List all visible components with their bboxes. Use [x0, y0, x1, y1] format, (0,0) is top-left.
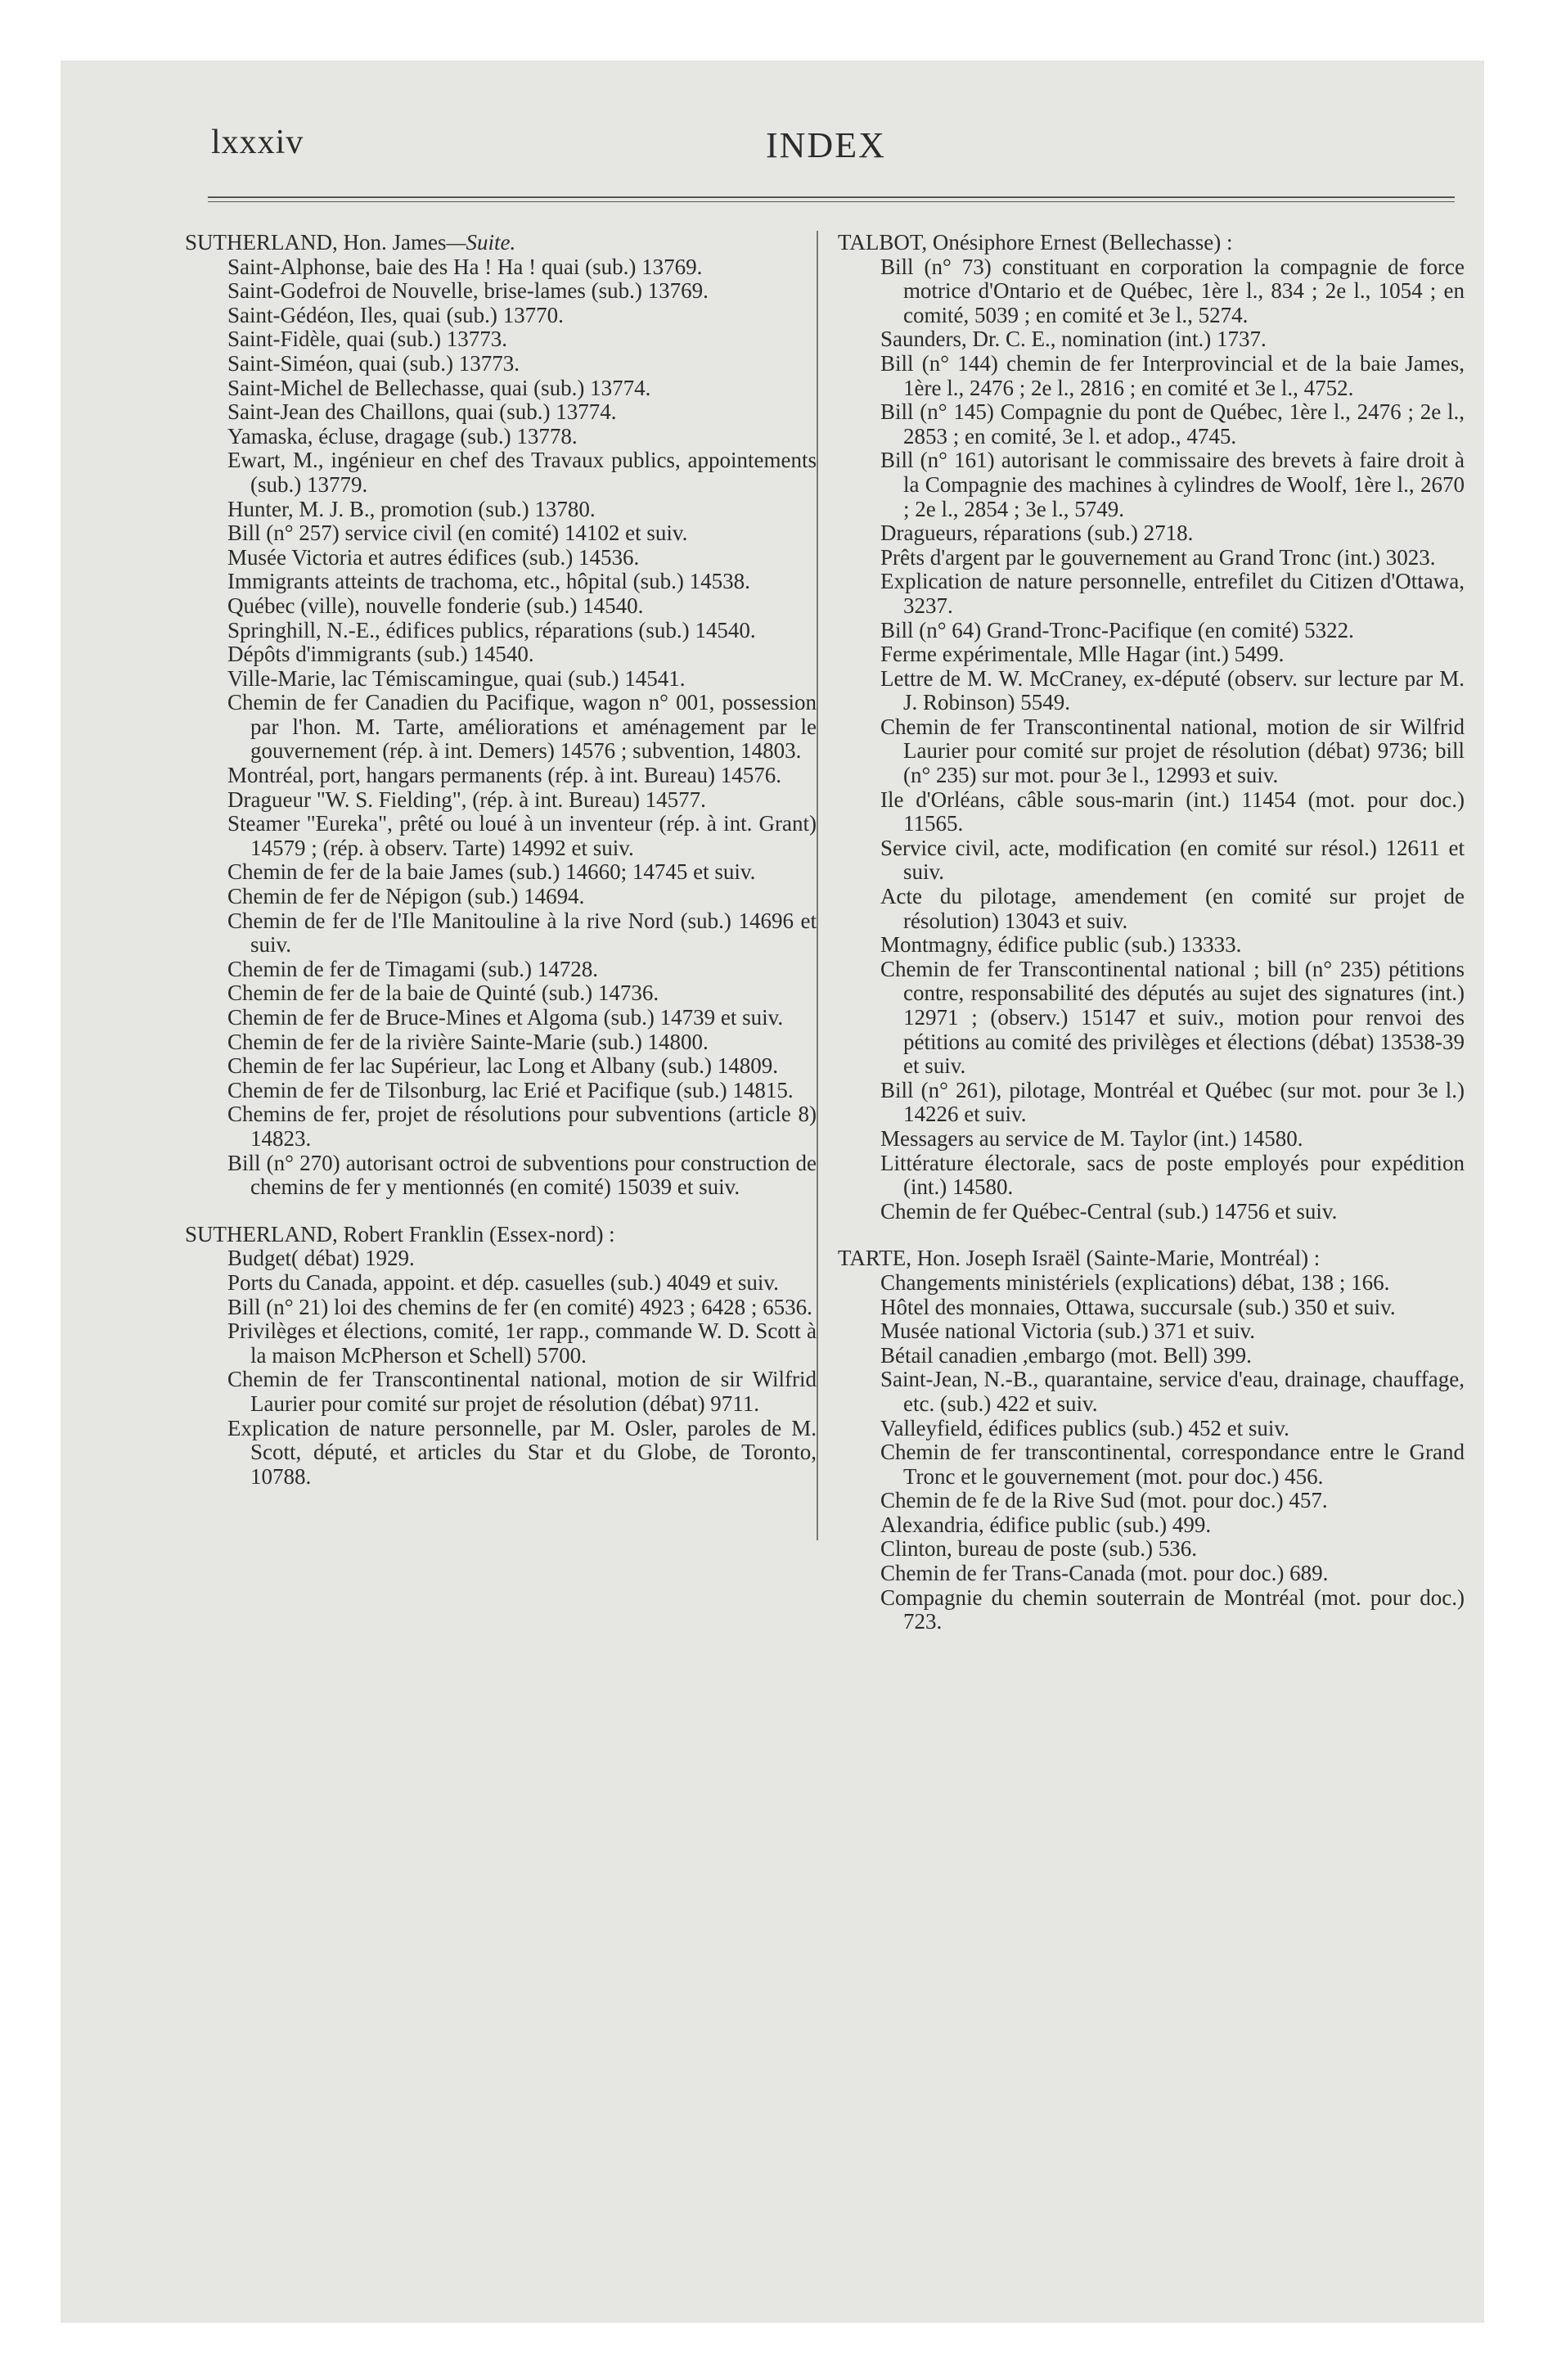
index-subentry: Montréal, port, hangars permanents (rép. à int. Bureau) 14576.	[227, 763, 782, 788]
index-subentry: Ewart, M., ingénieur en chef des Travaux publics, appointements (sub.) 13779.	[227, 448, 817, 497]
index-subentry: Explication de nature personnelle, entrefilet du Citizen d'Ottawa, 3237.	[880, 569, 1465, 618]
index-subentry: Chemin de fe de la Rive Sud (mot. pour doc.) 457.	[880, 1488, 1328, 1513]
entry-suffix: —Suite.	[446, 230, 516, 255]
header-rule	[208, 196, 1455, 198]
index-subentry: Chemin de fer de la baie de Quinté (sub.) 14736.	[227, 980, 659, 1006]
index-subentry: Alexandria, édifice public (sub.) 499.	[880, 1512, 1212, 1537]
index-subentry: Ferme expérimentale, Mlle Hagar (int.) 5499.	[880, 642, 1285, 667]
index-subentry: Chemin de fer de Bruce-Mines et Algoma (sub.) 14739 et suiv.	[227, 1005, 784, 1030]
index-subentry: Chemin de fer Transcontinental national, motion de sir Wilfrid Laurier pour comité sur projet de résolution (débat) 9711.	[227, 1367, 817, 1416]
left-column	[185, 231, 817, 1489]
index-subentry: Saint-Jean, N.-B., quarantaine, service d'eau, drainage, chauffage, etc. (sub.) 422 et suiv.	[880, 1367, 1465, 1416]
index-subentry: Chemins de fer, projet de résolutions pour subventions (article 8) 14823.	[227, 1102, 817, 1151]
index-entry-heading	[185, 231, 817, 255]
index-subentry: Immigrants atteints de trachoma, etc., hôpital (sub.) 14538.	[227, 569, 750, 594]
index-subentry: Compagnie du chemin souterrain de Montréal (mot. pour doc.) 723.	[880, 1584, 1465, 1634]
index-subentry: Saint-Alphonse, baie des Ha ! Ha ! quai (sub.) 13769.	[227, 254, 703, 279]
header-rule-secondary	[208, 201, 1455, 202]
index-subentry: Bill (n° 257) service civil (en comité) 14102 et suiv.	[227, 521, 688, 546]
index-subentry: Chemin de fer Trans-Canada (mot. pour doc.) 689.	[880, 1561, 1329, 1586]
index-subentry: Québec (ville), nouvelle fonderie (sub.) 14540.	[227, 593, 644, 618]
index-subentry: Explication de nature personnelle, par M. Osler, paroles de M. Scott, député, et articles du Star et du Globe, de Toronto, 10788.	[227, 1415, 817, 1489]
index-subentry: Ville-Marie, lac Témiscamingue, quai (sub.) 14541.	[227, 665, 686, 691]
index-subentry: Bill (n° 145) Compagnie du pont de Québec, 1ère l., 2476 ; 2e l., 2853 ; en comité, 3e l. et adop., 4745.	[880, 399, 1465, 449]
index-subentry: Bill (n° 270) autorisant octroi de subventions pour construction de chemins de fer y mentionnés (en comité) 15039 et suiv.	[227, 1150, 817, 1200]
index-subentry: Bétail canadien ,embargo (mot. Bell) 399.	[880, 1342, 1252, 1368]
index-subentry: Chemin de fer Transcontinental national ; bill (n° 235) pétitions contre, responsabilité des députés au sujet des signatures (int.) 12971 ; (observ.) 15147 et suiv., motion pour renvoi des pétitions au comité des privilèges et élections (débat) 13538-39 et suiv.	[880, 956, 1465, 1079]
index-subentry: Bill (n° 73) constituant en corporation la compagnie de force motrice d'Ontario et de Québec, 1ère l., 834 ; 2e l., 1054 ; en comité, 5039 ; en comité et 3e l., 5274.	[880, 254, 1465, 327]
index-subentry: Springhill, N.-E., édifices publics, réparations (sub.) 14540.	[227, 617, 756, 642]
index-subentry: Bill (n° 64) Grand-Tronc-Pacifique (en comité) 5322.	[880, 617, 1354, 642]
index-subentry: Bill (n° 21) loi des chemins de fer (en comité) 4923 ; 6428 ; 6536.	[227, 1294, 812, 1319]
index-subentry: Saint-Siméon, quai (sub.) 13773.	[227, 350, 520, 376]
index-subentry: Chemin de fer de la baie James (sub.) 14660; 14745 et suiv.	[227, 859, 756, 885]
index-subentry: Privilèges et élections, comité, 1er rapp., commande W. D. Scott à la maison McPherson et Schell) 5700.	[227, 1318, 817, 1368]
index-subentry: Chemin de fer Québec-Central (sub.) 14756 et suiv.	[880, 1198, 1338, 1224]
index-subentry: Clinton, bureau de poste (sub.) 536.	[880, 1536, 1197, 1562]
index-subentry: Littérature électorale, sacs de poste employés pour expédition (int.) 14580.	[880, 1150, 1465, 1200]
index-subentry: Saunders, Dr. C. E., nomination (int.) 1737.	[880, 327, 1267, 352]
index-subentry: Saint-Godefroi de Nouvelle, brise-lames (sub.) 13769.	[227, 278, 709, 304]
index-subentry: Chemin de fer de l'Ile Manitouline à la rive Nord (sub.) 14696 et suiv.	[227, 908, 817, 958]
page-title: INDEX	[766, 125, 886, 165]
index-subentry: Chemin de fer Canadien du Pacifique, wagon n° 001, possession par l'hon. M. Tarte, améliorations et aménagement par le gouvernement (rép. à int. Demers) 14576 ; subvention, 14803.	[227, 690, 817, 764]
entry-name: TARTE, Hon. Joseph Israël (Sainte-Marie, Montréal) :	[838, 1246, 1321, 1271]
index-subentry: Bill (n° 161) autorisant le commissaire des brevets à faire droit à la Compagnie des machines à cylindres de Woolf, 1ère l., 2670 ; 2e l., 2854 ; 3e l., 5749.	[880, 448, 1465, 521]
index-entry-heading	[838, 1246, 1465, 1271]
index-subentry: Saint-Michel de Bellechasse, quai (sub.) 13774.	[227, 375, 651, 400]
entry-name: SUTHERLAND, Robert Franklin (Essex-nord) :	[185, 1221, 615, 1246]
index-subentry: Montmagny, édifice public (sub.) 13333.	[880, 932, 1242, 958]
index-subentry: Saint-Jean des Chaillons, quai (sub.) 13774.	[227, 399, 617, 425]
index-subentry: Acte du pilotage, amendement (en comité sur projet de résolution) 13043 et suiv.	[880, 884, 1465, 933]
entry-gap	[838, 1224, 1465, 1246]
index-subentry: Chemin de fer lac Supérieur, lac Long et Albany (sub.) 14809.	[227, 1053, 778, 1079]
index-subentry: Chemin de fer de Timagami (sub.) 14728.	[227, 956, 598, 981]
index-subentry: Ile d'Orléans, câble sous-marin (int.) 11454 (mot. pour doc.) 11565.	[880, 787, 1465, 836]
index-subentry: Musée Victoria et autres édifices (sub.) 14536.	[227, 544, 640, 570]
index-subentry: Dragueurs, réparations (sub.) 2718.	[880, 521, 1194, 546]
page-number: lxxxiv	[211, 124, 304, 161]
index-subentry: Dragueur "W. S. Fielding", (rép. à int. Bureau) 14577.	[227, 787, 706, 812]
index-subentry: Steamer "Eureka", prêté ou loué à un inventeur (rép. à int. Grant) 14579 ; (rép. à observ. Tarte) 14992 et suiv.	[227, 811, 817, 860]
entry-name: TALBOT, Onésiphore Ernest (Bellechasse) :	[838, 230, 1233, 255]
index-subentry: Changements ministériels (explications) débat, 138 ; 166.	[880, 1269, 1390, 1295]
column-divider	[817, 231, 818, 1540]
index-subentry: Valleyfield, édifices publics (sub.) 452 et suiv.	[880, 1415, 1289, 1440]
right-column	[838, 231, 1465, 1634]
index-subentry: Hôtel des monnaies, Ottawa, succursale (sub.) 350 et suiv.	[880, 1294, 1396, 1319]
index-subentry: Chemin de fer transcontinental, correspondance entre le Grand Tronc et le gouvernement (mot. pour doc.) 456.	[880, 1440, 1465, 1489]
index-subentry: Prêts d'argent par le gouvernement au Grand Tronc (int.) 3023.	[880, 544, 1436, 570]
index-subentry: Hunter, M. J. B., promotion (sub.) 13780.	[227, 496, 596, 521]
index-subentry: Service civil, acte, modification (en comité sur résol.) 12611 et suiv.	[880, 835, 1465, 885]
entry-name: SUTHERLAND, Hon. James	[185, 230, 447, 255]
index-entry-heading	[185, 1223, 817, 1247]
index-subentry: Saint-Gédéon, Iles, quai (sub.) 13770.	[227, 302, 564, 327]
index-entry-heading	[838, 231, 1465, 255]
index-subentry: Chemin de fer de la rivière Sainte-Marie (sub.) 14800.	[227, 1029, 709, 1054]
index-subentry: Chemin de fer de Tilsonburg, lac Erié et Pacifique (sub.) 14815.	[227, 1077, 794, 1102]
index-subentry: Messagers au service de M. Taylor (int.) 14580.	[880, 1125, 1303, 1151]
index-subentry: Chemin de fer Transcontinental national, motion de sir Wilfrid Laurier pour comité sur projet de résolution (débat) 9736; bill (n° 235) sur mot. pour 3e l., 12993 et suiv.	[880, 714, 1465, 788]
entry-gap	[185, 1200, 817, 1223]
index-subentry: Budget( débat) 1929.	[227, 1246, 415, 1271]
index-subentry: Dépôts d'immigrants (sub.) 14540.	[227, 642, 534, 667]
index-subentry: Lettre de M. W. McCraney, ex-député (observ. sur lecture par M. J. Robinson) 5549.	[880, 665, 1465, 715]
index-subentry: Yamaska, écluse, dragage (sub.) 13778.	[227, 423, 578, 449]
index-subentry: Bill (n° 144) chemin de fer Interprovincial et de la baie James, 1ère l., 2476 ; 2e l., 2816 ; en comité et 3e l., 4752.	[880, 350, 1465, 400]
index-subentry: Musée national Victoria (sub.) 371 et suiv.	[880, 1318, 1256, 1344]
index-subentry: Bill (n° 261), pilotage, Montréal et Québec (sur mot. pour 3e l.) 14226 et suiv.	[880, 1077, 1465, 1127]
index-subentry: Ports du Canada, appoint. et dép. casuelles (sub.) 4049 et suiv.	[227, 1269, 779, 1295]
index-subentry: Saint-Fidèle, quai (sub.) 13773.	[227, 327, 507, 352]
index-subentry: Chemin de fer de Népigon (sub.) 14694.	[227, 884, 585, 909]
